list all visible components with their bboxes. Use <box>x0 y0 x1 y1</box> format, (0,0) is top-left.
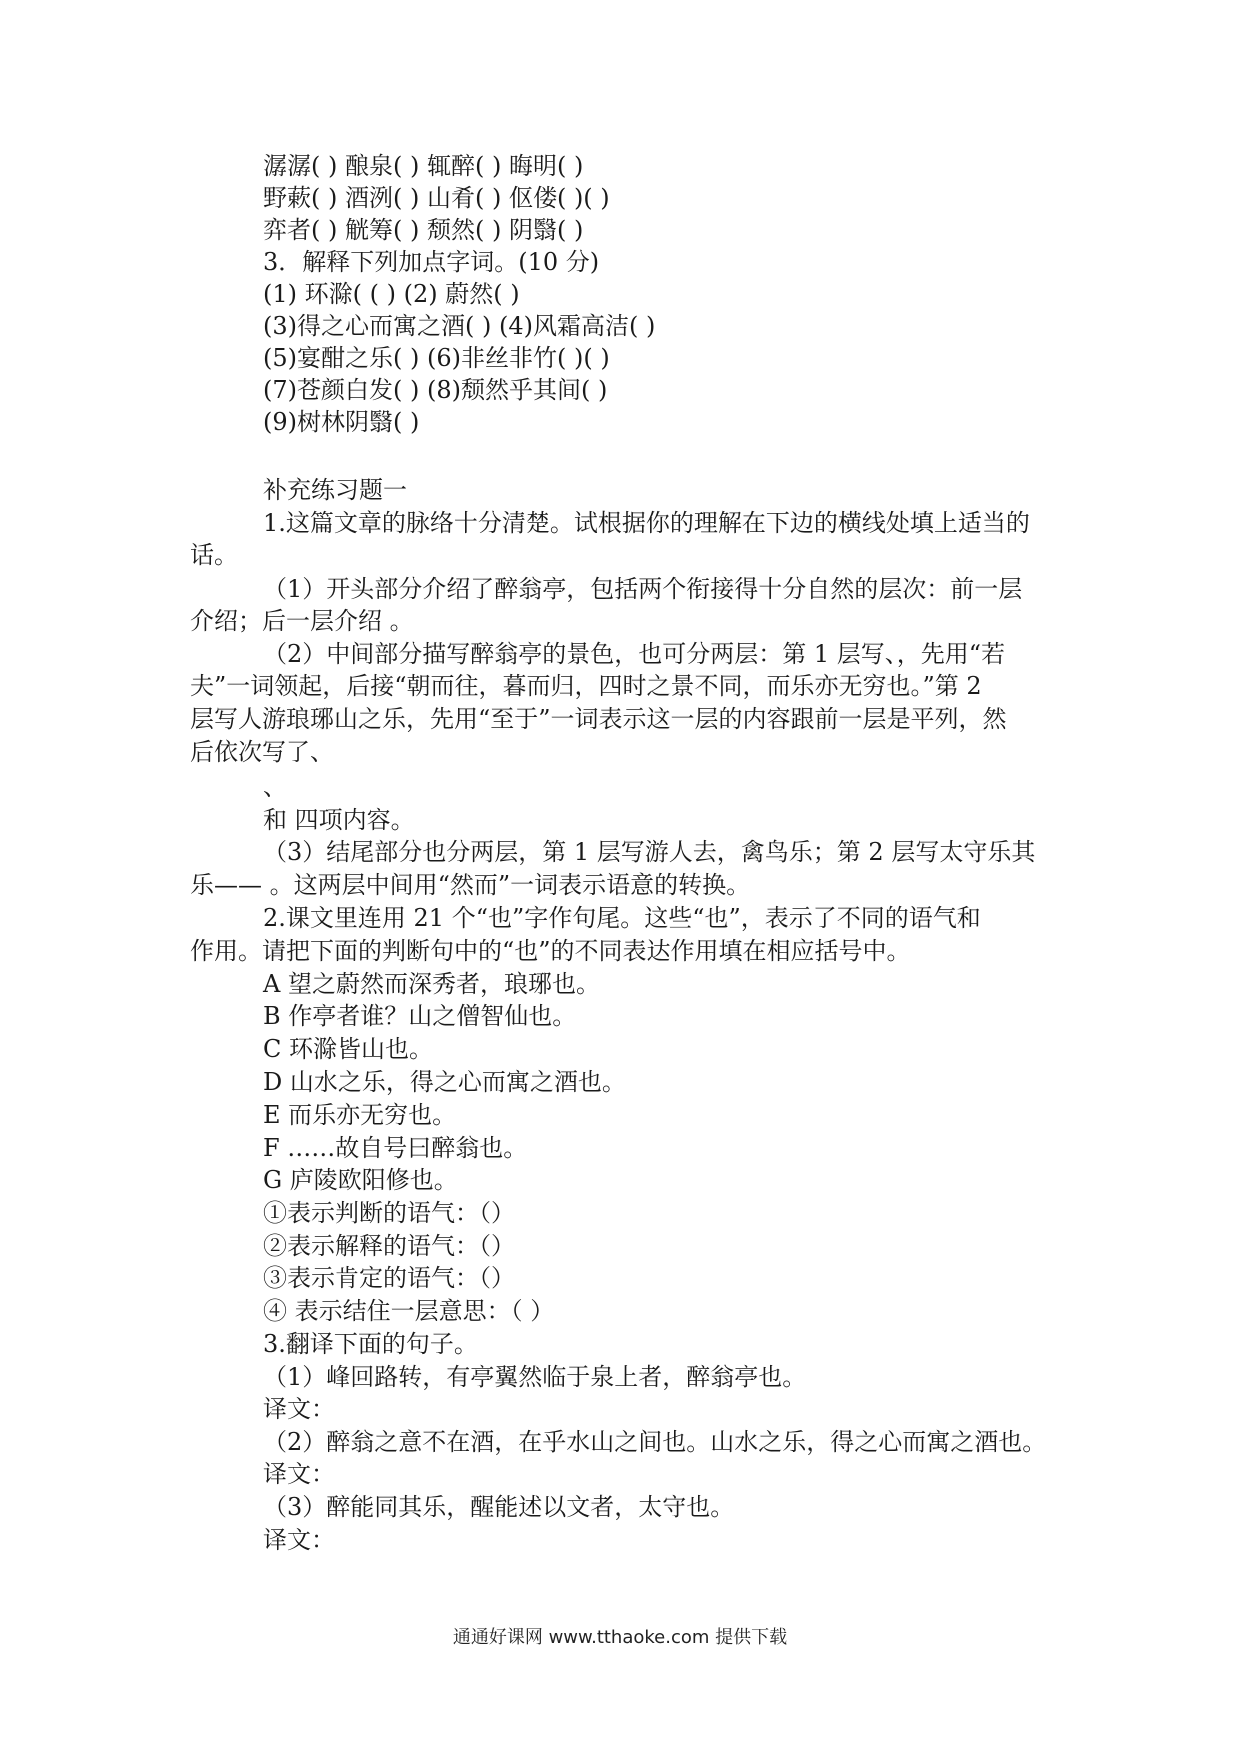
q3-sentence-3: （3）醉能同其乐，醒能述以文者，太守也。 <box>263 1493 735 1521</box>
q2-option-c: C 环滁皆山也。 <box>263 1035 433 1063</box>
q1-part3-line-1: （3）结尾部分也分两层，第 1 层写游人去，禽鸟乐；第 2 层写太守乐其 <box>263 838 1036 866</box>
q1-part2-line-3: 层写人游琅琊山之乐，先用“至于”一词表示这一层的内容跟前一层是平列，然 <box>190 705 1007 733</box>
q1-part2-line-4: 后依次写了、 <box>190 738 334 766</box>
q2-text-line-1: 2.课文里连用 21 个“也”字作句尾。这些“也”，表示了不同的语气和 <box>263 904 981 932</box>
q2-option-f: F ……故自号曰醉翁也。 <box>263 1134 528 1162</box>
q2-option-b: B 作亭者谁？山之僧智仙也。 <box>263 1002 577 1030</box>
vocab-row-2: 野蔌( ) 酒洌( ) 山肴( ) 伛偻( )( ) <box>263 184 610 212</box>
q3-translation-2: 译文： <box>263 1460 335 1488</box>
q2-answer-3: ③表示肯定的语气：（） <box>263 1264 515 1292</box>
explain-item-1-2: (1) 环滁( ( ) (2) 蔚然( ) <box>263 280 520 308</box>
q1-text-line-1: 1.这篇文章的脉络十分清楚。试根据你的理解在下边的横线处填上适当的 <box>263 509 1030 537</box>
explain-item-7-8: (7)苍颜白发( ) (8)颓然乎其间( ) <box>263 376 608 404</box>
vocab-row-1: 潺潺( ) 酿泉( ) 辄醉( ) 晦明( ) <box>263 152 584 180</box>
q2-text-line-2: 作用。请把下面的判断句中的“也”的不同表达作用填在相应括号中。 <box>190 937 911 965</box>
q2-answer-1: ①表示判断的语气：（） <box>263 1199 515 1227</box>
q1-part1-line-2: 介绍；后一层介绍 。 <box>190 607 414 635</box>
q3-translation-3: 译文： <box>263 1526 335 1554</box>
q3-heading: 3.翻译下面的句子。 <box>263 1330 478 1358</box>
explain-item-9: (9)树林阴翳( ) <box>263 408 420 436</box>
q2-answer-4: ④ 表示结住一层意思：（ ） <box>263 1297 555 1325</box>
explain-item-5-6: (5)宴酣之乐( ) (6)非丝非竹( )( ) <box>263 344 610 372</box>
q1-part3-line-2: 乐—— 。这两层中间用“然而”一词表示语意的转换。 <box>190 871 751 899</box>
q3-sentence-1: （1）峰回路转，有亭翼然临于泉上者，醉翁亭也。 <box>263 1363 807 1391</box>
q3-sentence-2: （2）醉翁之意不在酒，在乎水山之间也。山水之乐，得之心而寓之酒也。 <box>263 1428 1047 1456</box>
q1-part2-line-1: （2）中间部分描写醉翁亭的景色，也可分两层：第 1 层写、，先用“若 <box>263 640 1006 668</box>
section-heading: 补充练习题一 <box>263 476 407 504</box>
q3-translation-1: 译文： <box>263 1395 335 1423</box>
q1-part2-line-5: 、 <box>263 773 287 801</box>
q2-option-a: A 望之蔚然而深秀者，琅琊也。 <box>263 970 600 998</box>
q2-option-g: G 庐陵欧阳修也。 <box>263 1166 458 1194</box>
question-3-heading: 3．解释下列加点字词。(10 分) <box>263 248 600 276</box>
page-footer: 通通好课网 www.tthaoke.com 提供下载 <box>452 1627 788 1648</box>
explain-item-3-4: (3)得之心而寓之酒( ) (4)风霜高洁( ) <box>263 312 656 340</box>
q1-part2-line-2: 夫”一词领起，后接“朝而往，暮而归，四时之景不同，而乐亦无穷也。”第 2 <box>190 672 982 700</box>
q1-part2-line-6: 和 四项内容。 <box>263 806 415 834</box>
q2-option-d: D 山水之乐，得之心而寓之酒也。 <box>263 1068 626 1096</box>
q1-part1-line-1: （1）开头部分介绍了醉翁亭，包括两个衔接得十分自然的层次：前一层 <box>263 575 1023 603</box>
vocab-row-3: 弈者( ) 觥筹( ) 颓然( ) 阴翳( ) <box>263 216 584 244</box>
q2-answer-2: ②表示解释的语气：（） <box>263 1232 515 1260</box>
q1-text-line-2: 话。 <box>190 541 238 569</box>
q2-option-e: E 而乐亦无穷也。 <box>263 1101 457 1129</box>
